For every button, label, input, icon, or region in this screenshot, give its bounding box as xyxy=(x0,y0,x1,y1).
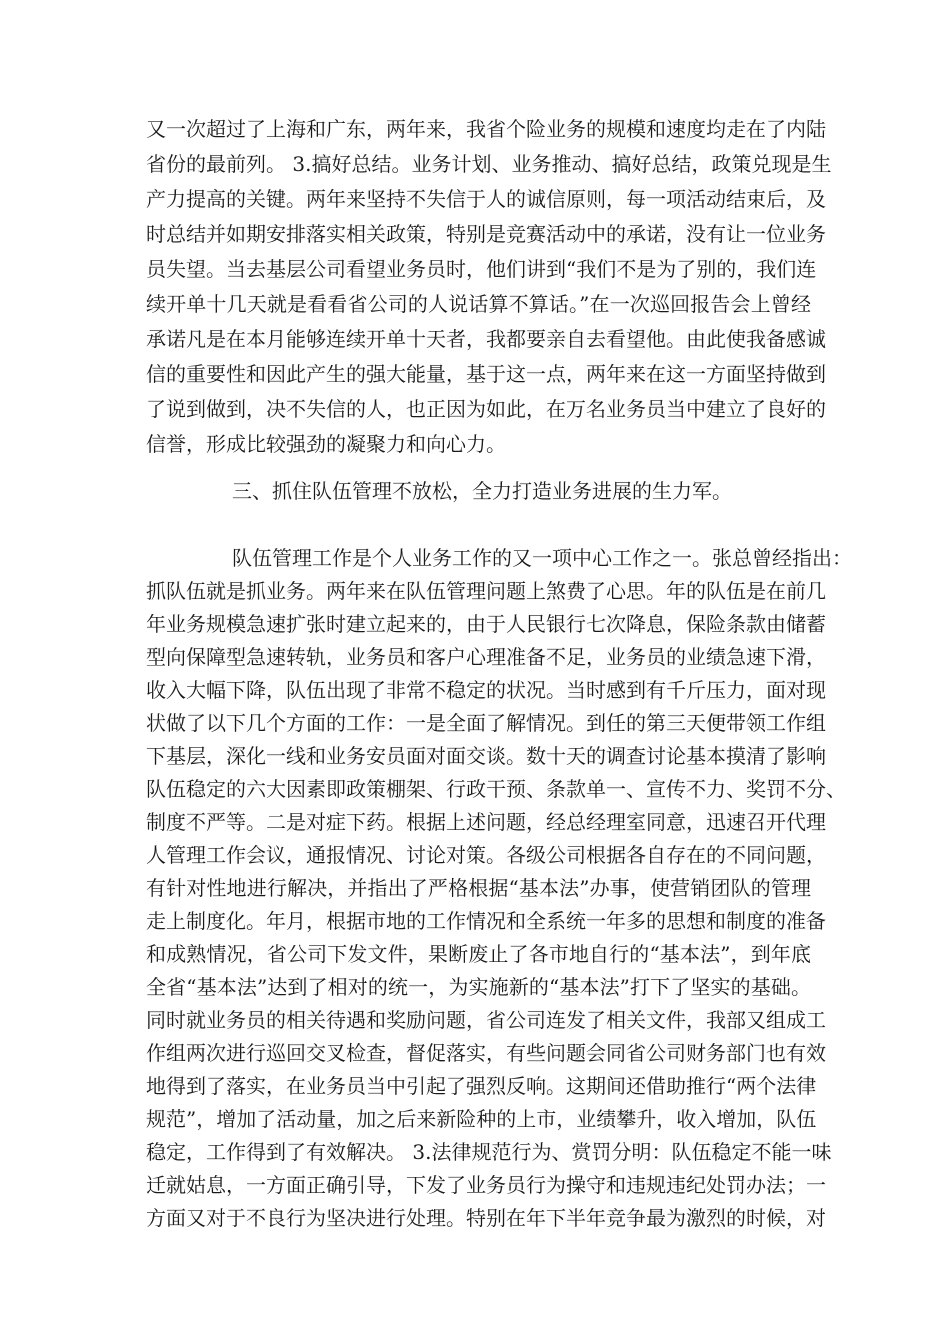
section-heading: 三、抓住队伍管理不放松，全力打造业务进展的生力军。 xyxy=(232,479,732,503)
paragraph-2-line: 制度不严等。二是对症下药。根据上述问题，经总经理室同意，迅速召开代理 xyxy=(146,810,826,834)
paragraph-2-line: 地得到了落实，在业务员当中引起了强烈反响。这期间还借助推行“两个法律 xyxy=(146,1074,817,1098)
paragraph-1-line: 又一次超过了上海和广东，两年来，我省个险业务的规模和速度均走在了内陆 xyxy=(146,117,826,141)
paragraph-2-line: 抓队伍就是抓业务。两年来在队伍管理问题上煞费了心思。年的队伍是在前几 xyxy=(146,579,826,603)
paragraph-2-line: 规范”，增加了活动量，加之后来新险种的上市，业绩攀升，收入增加，队伍 xyxy=(146,1107,817,1131)
paragraph-2-line: 方面又对于不良行为坚决进行处理。特别在年下半年竞争最为激烈的时候，对 xyxy=(146,1206,826,1230)
paragraph-2-line: 全省“基本法”达到了相对的统一，为实施新的“基本法”打下了坚实的基础。 xyxy=(146,975,811,999)
paragraph-1-line: 时总结并如期安排落实相关政策，特别是竞赛活动中的承诺，没有让一位业务 xyxy=(146,222,826,246)
paragraph-2-line: 下基层，深化一线和业务安员面对面交谈。数十天的调查讨论基本摸清了影响 xyxy=(146,744,826,768)
paragraph-2-line: 状做了以下几个方面的工作：一是全面了解情况。到任的第三天便带领工作组 xyxy=(146,711,826,735)
paragraph-1-line: 了说到做到，决不失信的人，也正因为如此，在万名业务员当中建立了良好的 xyxy=(146,397,826,421)
paragraph-2-line: 收入大幅下降，队伍出现了非常不稳定的状况。当时感到有千斤压力，面对现 xyxy=(146,678,826,702)
paragraph-2-line: 迁就姑息，一方面正确引导，下发了业务员行为操守和违规违纪处罚办法；一 xyxy=(146,1173,826,1197)
paragraph-2-line: 稳定，工作得到了有效解决。 3.法律规范行为、赏罚分明：队伍稳定不能一味 xyxy=(146,1140,832,1164)
paragraph-2-line: 作组两次进行巡回交叉检查，督促落实，有些问题会同省公司财务部门也有效 xyxy=(146,1041,826,1065)
paragraph-1-line: 承诺凡是在本月能够连续开单十天者，我都要亲自去看望他。由此使我备感诚 xyxy=(146,327,826,351)
paragraph-1-line: 续开单十几天就是看看省公司的人说话算不算话。”在一次巡回报告会上曾经 xyxy=(146,292,811,316)
paragraph-2-line: 同时就业务员的相关待遇和奖励问题，省公司连发了相关文件，我部又组成工 xyxy=(146,1008,826,1032)
paragraph-1-line: 信的重要性和因此产生的强大能量，基于这一点，两年来在这一方面坚持做到 xyxy=(146,362,826,386)
paragraph-2-line: 走上制度化。年月，根据市地的工作情况和全系统一年多的思想和制度的准备 xyxy=(146,909,826,933)
paragraph-2-line: 和成熟情况，省公司下发文件，果断废止了各市地自行的“基本法”，到年底 xyxy=(146,942,811,966)
paragraph-1-line: 产力提高的关键。两年来坚持不失信于人的诚信原则，每一项活动结束后，及 xyxy=(146,187,826,211)
paragraph-2-line: 有针对性地进行解决，并指出了严格根据“基本法”办事，使营销团队的管理 xyxy=(146,876,811,900)
paragraph-1-line: 省份的最前列。 3.搞好总结。业务计划、业务推动、搞好总结，政策兑现是生 xyxy=(146,152,832,176)
paragraph-2-line: 年业务规模急速扩张时建立起来的，由于人民银行七次降息，保险条款由储蓄 xyxy=(146,612,826,636)
paragraph-2-line: 型向保障型急速转轨，业务员和客户心理准备不足，业务员的业绩急速下滑， xyxy=(146,645,826,669)
paragraph-1-line: 信誉，形成比较强劲的凝聚力和向心力。 xyxy=(146,432,506,456)
paragraph-2-line: 人管理工作会议，通报情况、讨论对策。各级公司根据各自存在的不同问题， xyxy=(146,843,826,867)
paragraph-1-line: 员失望。当去基层公司看望业务员时，他们讲到“我们不是为了别的，我们连 xyxy=(146,257,817,281)
paragraph-2-line: 队伍稳定的六大因素即政策棚架、行政干预、条款单一、宣传不力、奖罚不分、 xyxy=(146,777,846,801)
paragraph-2-line: 队伍管理工作是个人业务工作的又一项中心工作之一。张总曾经指出： xyxy=(232,546,852,570)
